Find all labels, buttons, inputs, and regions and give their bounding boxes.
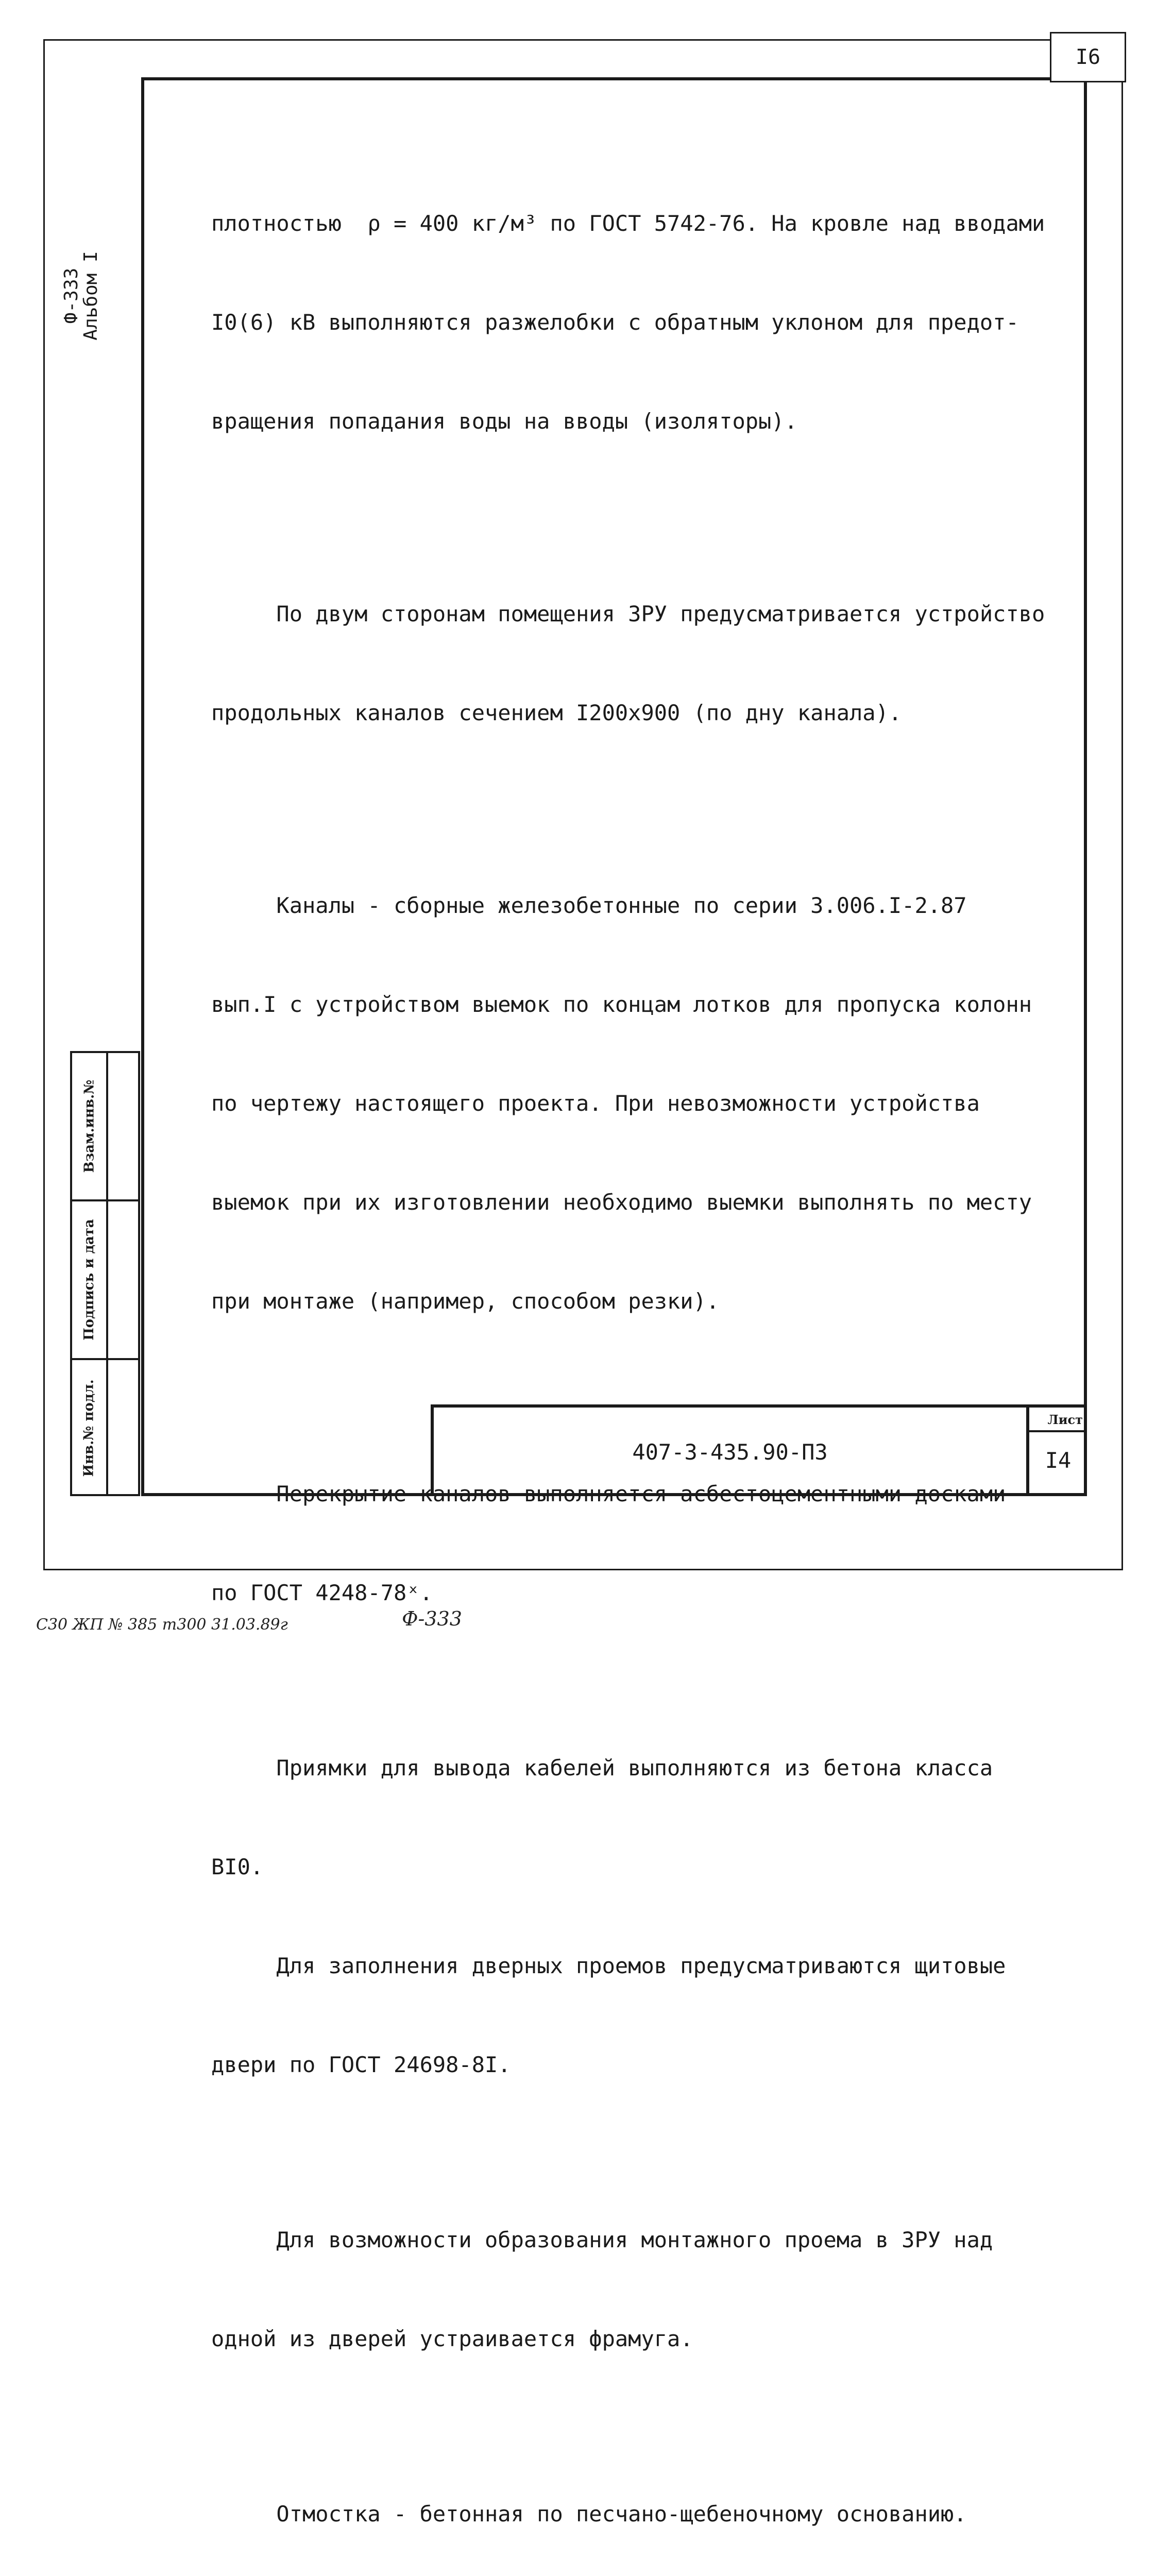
stamp-cell-label: Подпись и дата: [81, 1219, 97, 1341]
text-line: Отмостка - бетонная по песчано-щебеночному основанию.: [211, 2501, 967, 2527]
stamp-divider-vertical: [106, 1053, 108, 1494]
sheet-number: I4: [1045, 1448, 1072, 1473]
side-label-line2: Альбом I: [80, 251, 101, 341]
text-line: Для возможности образования монтажного проема в ЗРУ над: [211, 2227, 993, 2252]
footer-code: Ф-333: [402, 1607, 462, 1630]
text-line: двери по ГОСТ 24698-8I.: [211, 2052, 511, 2077]
stamp-cell-label: Инв.№ подл.: [81, 1379, 97, 1477]
text-line: по чертежу настоящего проекта. При невозможности устройства: [211, 1091, 980, 1116]
document-code: 407-3-435.90-ПЗ: [632, 1439, 828, 1465]
text-line: Для заполнения дверных проемов предусматриваются щитовые: [211, 1953, 1006, 1978]
text-line: по ГОСТ 4248-78ˣ.: [211, 1580, 433, 1605]
text-line: вращения попадания воды на вводы (изоляторы).: [211, 409, 797, 434]
text-line: Каналы - сборные железобетонные по серии 3.006.I-2.87: [211, 893, 967, 918]
album-side-label: [35, 242, 128, 341]
text-line: I0(6) кВ выполняются разжелобки с обратным уклоном для предот-: [211, 310, 1019, 335]
sheet-cell: [1026, 1408, 1087, 1496]
text-line: продольных каналов сечением I200х900 (по дну канала).: [211, 700, 902, 725]
stamp-cell-inventory: [72, 1360, 106, 1496]
stamp-cell-label: Взам.инв.№: [81, 1079, 97, 1173]
text-line: Приямки для вывода кабелей выполняются из бетона класса: [211, 1755, 993, 1781]
document-body: [211, 141, 1082, 2576]
text-line: BI0.: [211, 1854, 264, 1879]
text-line: плотностью ρ = 400 кг/м³ по ГОСТ 5742-76. На кровле над вводами: [211, 211, 1045, 236]
stamp-cell-replacement: [72, 1053, 106, 1199]
stamp-column: [70, 1051, 140, 1496]
text-line: По двум сторонам помещения ЗРУ предусматривается устройство: [211, 601, 1045, 626]
corner-number-text: I6: [1075, 45, 1101, 69]
title-block: [431, 1404, 1087, 1496]
sheet-label: Лист: [1029, 1408, 1087, 1432]
side-label-line1: Ф-333: [61, 267, 82, 324]
stamp-cell-signature: [72, 1201, 106, 1358]
text-line: выемок при их изготовлении необходимо выемки выполнять по месту: [211, 1190, 1032, 1215]
footer-handwritten-note: С30 ЖП № 385 т300 31.03.89г: [36, 1616, 288, 1634]
text-line: вып.I с устройством выемок по концам лотков для пропуска колонн: [211, 992, 1032, 1017]
text-line: Перекрытие каналов выполняется асбестоцементными досками: [211, 1481, 1006, 1506]
text-line: одной из дверей устраивается фрамуга.: [211, 2326, 693, 2351]
page-corner-number: [1050, 32, 1126, 82]
text-line: при монтаже (например, способом резки).: [211, 1289, 720, 1314]
